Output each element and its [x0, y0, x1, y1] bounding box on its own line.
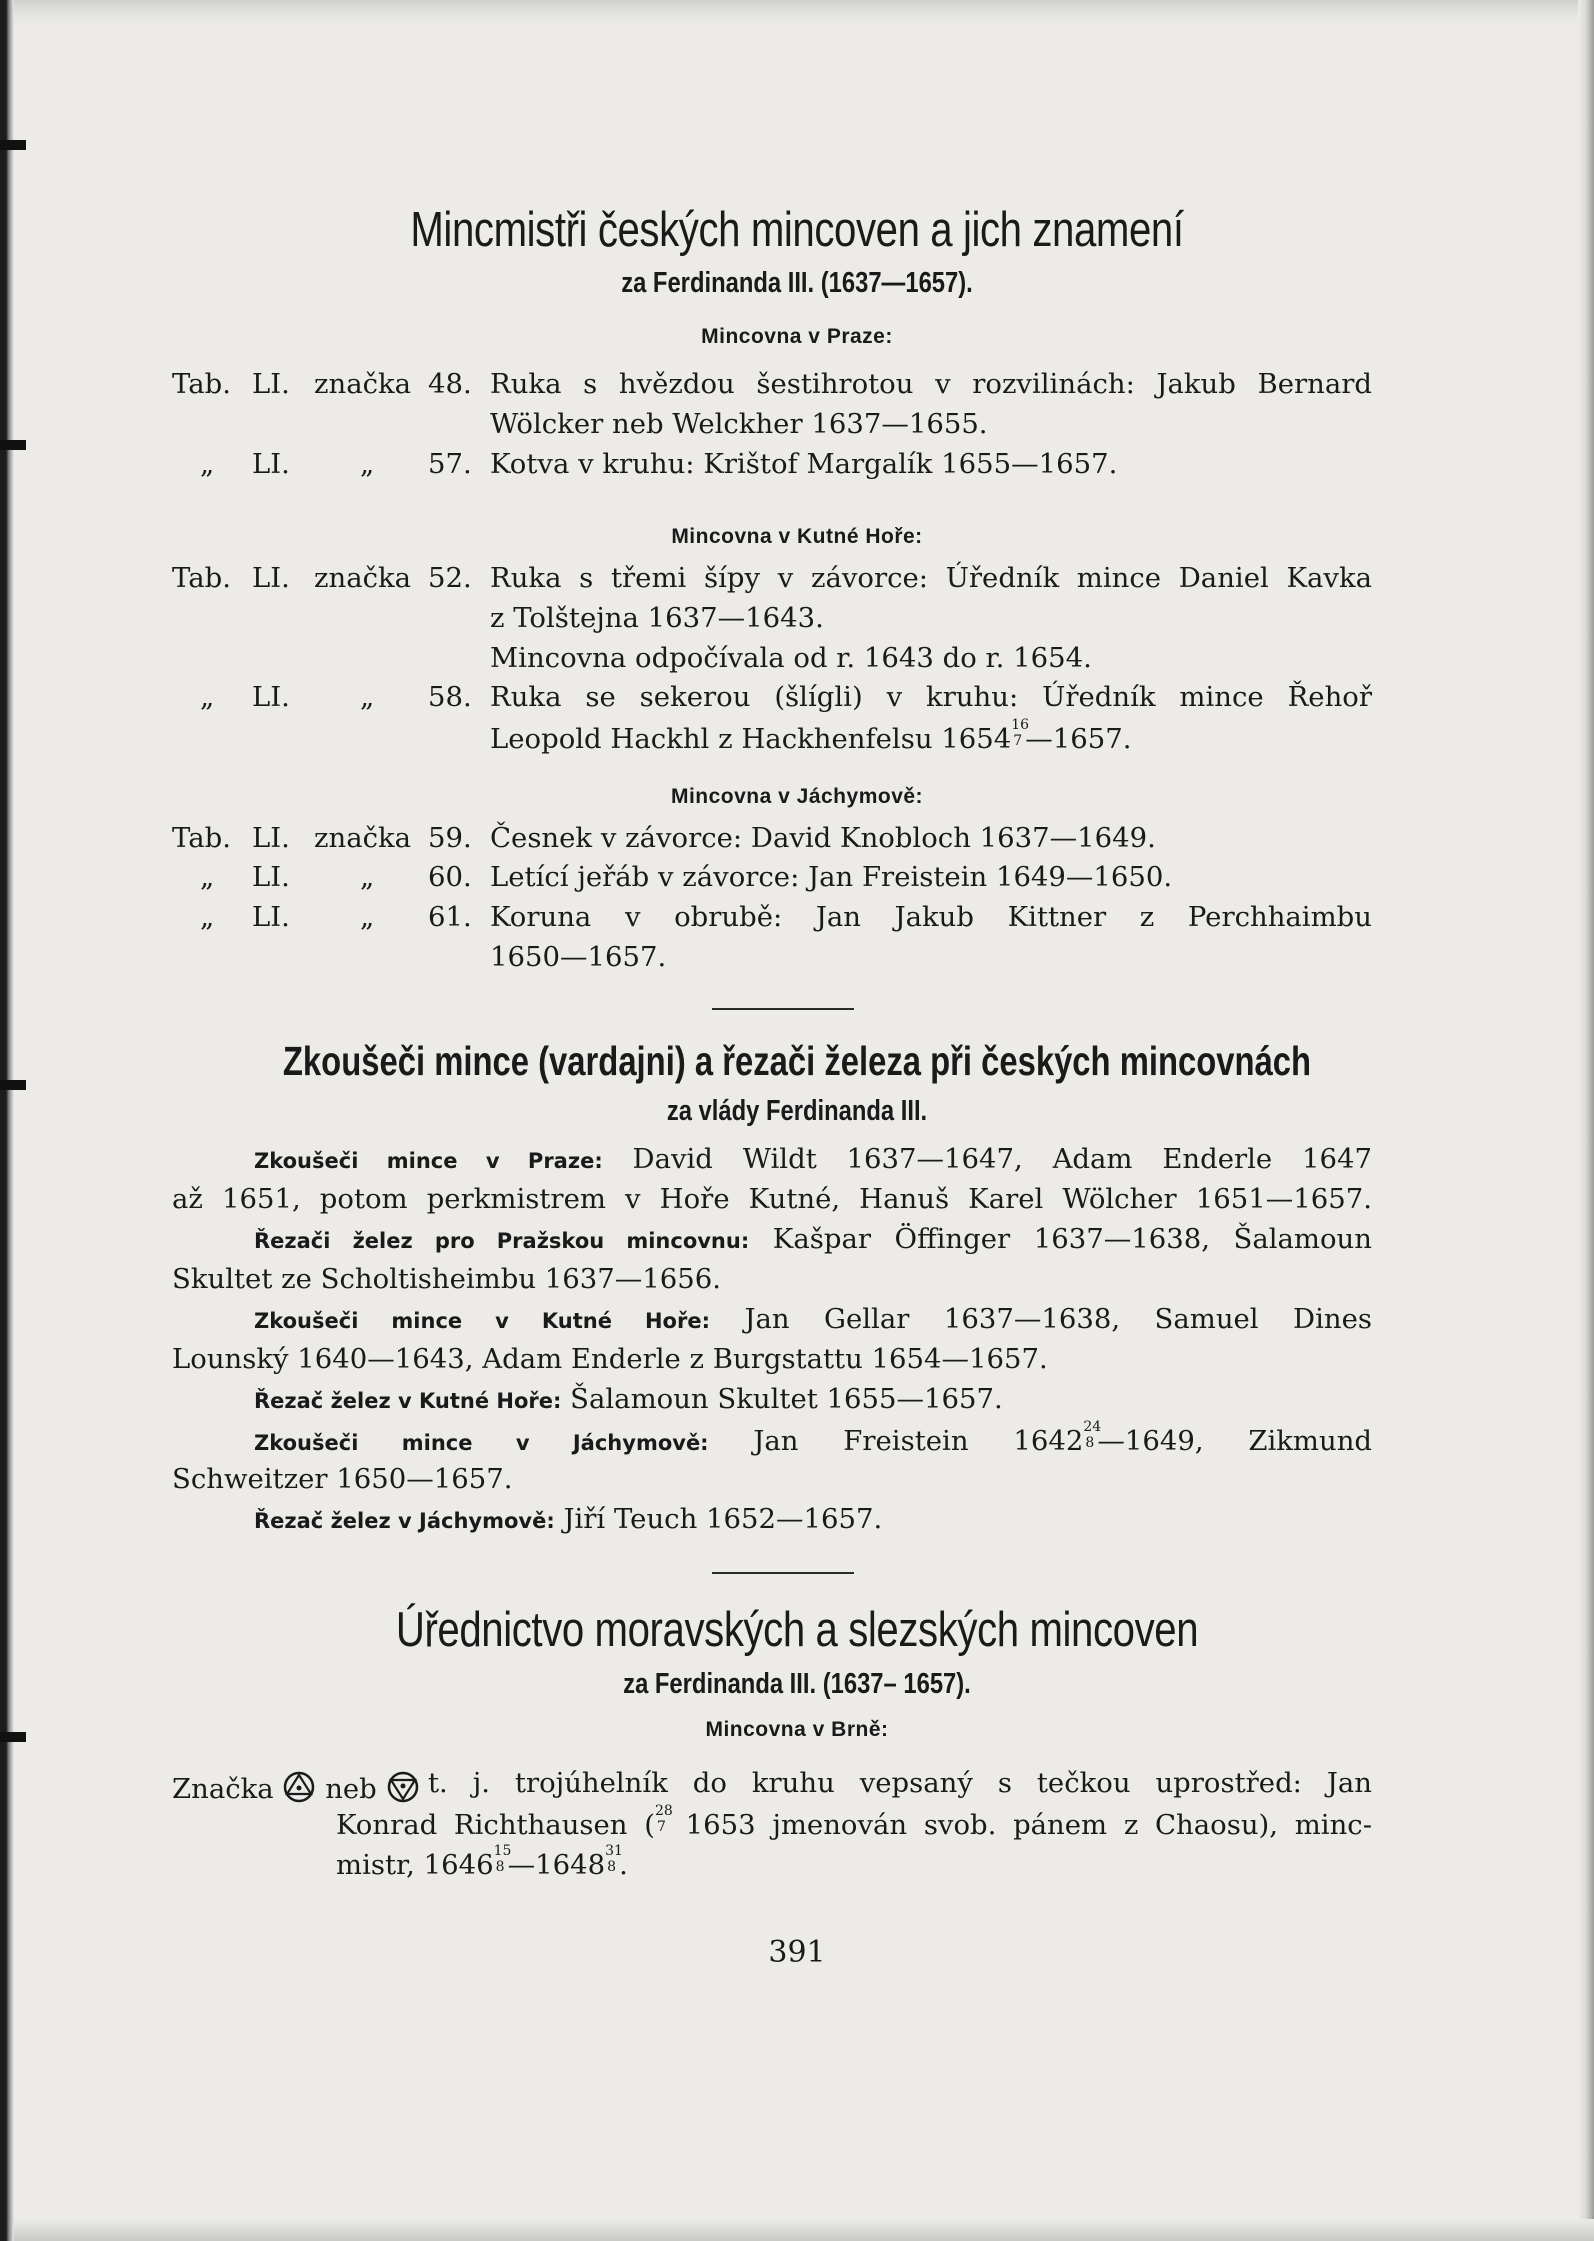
fraction-month: 7	[656, 1819, 666, 1835]
entry-text: Koruna v obrubě: Jan Jakub Kittner z Perchhaimbu	[490, 901, 1372, 933]
section1-subtitle: za Ferdinanda III. (1637—1657).	[621, 267, 973, 299]
mint-header-brno: Mincovna v Brně:	[705, 1718, 889, 1741]
ditto-mark: „	[200, 861, 215, 893]
binding-mark	[0, 440, 26, 450]
paragraph-line: až 1651, potom perkmistrem v Hoře Kutné, Hanuš Karel Wölcher 1651—1657.	[172, 1183, 1372, 1215]
paragraph-text: mistr, 1646	[336, 1849, 494, 1881]
ditto-mark: „	[200, 901, 215, 933]
entry-text: Kotva v kruhu: Krištof Margalík 1655—1657.	[490, 448, 1118, 480]
section3-title: Úřednictvo moravských a slezských mincoven	[395, 1603, 1199, 1657]
date-fraction	[654, 1803, 673, 1835]
entry-text: 1650—1657.	[490, 941, 667, 973]
paragraph-line	[172, 1770, 420, 1810]
roman-label: LI.	[252, 448, 290, 480]
paragraph-line	[254, 1503, 883, 1535]
entry-text: Letící jeřáb v závorce: Jan Freistein 1649—1650.	[490, 861, 1173, 893]
paragraph-label: Zkoušeči mince v Kutné Hoře:	[254, 1309, 710, 1333]
ditto-mark: „	[200, 681, 215, 713]
paragraph-text: t. j. trojúhelník do kruhu vepsaný s tečkou uprostřed: Jan	[428, 1767, 1372, 1799]
mark-number: 60.	[428, 861, 472, 893]
section2-title: Zkoušeči mince (vardajni) a řezači železa při českých mincovnách	[282, 1038, 1312, 1084]
triangle-in-circle-icon	[282, 1770, 316, 1810]
mint-header-jachymov: Mincovna v Jáchymově:	[670, 785, 924, 808]
entry-note: Mincovna odpočívala od r. 1643 do r. 1654.	[490, 642, 1092, 674]
fraction-day: 28	[654, 1803, 673, 1819]
fraction-day: 31	[605, 1843, 623, 1859]
roman-label: LI.	[252, 681, 290, 713]
paragraph-label: Řezač želez v Kutné Hoře:	[254, 1389, 562, 1413]
section-divider	[712, 1572, 854, 1574]
paragraph-label: Zkoušeči mince v Jáchymově:	[254, 1431, 709, 1455]
paragraph-text: David Wildt 1637—1647, Adam Enderle 1647	[632, 1143, 1372, 1175]
section2-subtitle: za vlády Ferdinanda III.	[666, 1095, 928, 1127]
section-divider	[712, 1008, 854, 1010]
mark-label: značka	[314, 368, 412, 400]
roman-label: LI.	[252, 861, 290, 893]
fraction-day: 16	[1011, 717, 1030, 733]
paragraph-text: Konrad Richthausen (	[336, 1809, 655, 1841]
mark-number: 48.	[428, 368, 472, 400]
roman-label: LI.	[252, 901, 290, 933]
paragraph-text: Jan Gellar 1637—1638, Samuel Dines	[744, 1303, 1372, 1335]
entry-text: z Tolštejna 1637—1643.	[490, 602, 824, 634]
entry-text: Wölcker neb Welckher 1637—1655.	[490, 408, 988, 440]
mark-number: 61.	[428, 901, 472, 933]
paragraph-line	[336, 1803, 1372, 1841]
paragraph-text: Kašpar Öffinger 1637—1638, Šalamoun	[772, 1223, 1372, 1255]
paragraph-line	[254, 1419, 1373, 1457]
paragraph-line: Skultet ze Scholtisheimbu 1637—1656.	[172, 1263, 722, 1295]
mark-number: 52.	[428, 562, 472, 594]
mark-number: 57.	[428, 448, 472, 480]
date-fraction	[1011, 717, 1030, 749]
fraction-month: 7	[1013, 733, 1023, 749]
fraction-month: 8	[495, 1859, 505, 1875]
paragraph-line	[336, 1843, 628, 1881]
ditto-mark: „	[360, 448, 375, 480]
entry-text	[490, 717, 1132, 755]
mark-label: značka	[314, 562, 412, 594]
paragraph-text: —1649, Zikmund	[1097, 1425, 1373, 1457]
roman-label: LI.	[252, 368, 290, 400]
paragraph-label: Zkoušeči mince v Praze:	[254, 1149, 603, 1173]
entry-text-part: Leopold Hackhl z Hackhenfelsu 1654	[490, 723, 1012, 755]
fraction-day: 24	[1083, 1419, 1102, 1435]
fraction-month: 8	[1085, 1435, 1095, 1451]
section3-subtitle: za Ferdinanda III. (1637– 1657).	[623, 1668, 971, 1700]
fraction-month: 8	[607, 1859, 617, 1875]
section1-title: Mincmistři českých mincoven a jich znamení	[410, 203, 1184, 257]
paragraph-line	[254, 1383, 1003, 1415]
bottom-scan-edge	[14, 2219, 1594, 2241]
ditto-mark: „	[360, 861, 375, 893]
paragraph-text: 1653 jmenován svob. pánem z Chaosu), minc-	[685, 1809, 1372, 1841]
roman-label: LI.	[252, 562, 290, 594]
entry-text: Ruka s třemi šípy v závorce: Úředník mince Daniel Kavka	[490, 562, 1372, 594]
binding-mark	[0, 140, 26, 150]
inverted-triangle-in-circle-icon	[386, 1770, 420, 1810]
entry-text: Ruka s hvězdou šestihrotou v rozvilinách: Jakub Bernard	[490, 368, 1372, 400]
mark-number: 58.	[428, 681, 472, 713]
tab-label: Tab.	[172, 368, 231, 400]
ditto-mark: „	[200, 448, 215, 480]
date-fraction	[605, 1843, 623, 1875]
paragraph-text: Jiří Teuch 1652—1657.	[563, 1503, 883, 1535]
mark-number: 59.	[428, 822, 472, 854]
paragraph-text: .	[619, 1849, 628, 1881]
mark-label: značka	[314, 822, 412, 854]
roman-label: LI.	[252, 822, 290, 854]
date-fraction	[493, 1843, 512, 1875]
page-number: 391	[768, 1935, 826, 1970]
entry-text: Česnek v závorce: David Knobloch 1637—1649.	[490, 822, 1156, 854]
paragraph-line	[254, 1143, 1372, 1175]
fraction-day: 15	[493, 1843, 512, 1859]
tab-label: Tab.	[172, 562, 231, 594]
paragraph-text: —1648	[507, 1849, 606, 1881]
paragraph-label: Řezač želez v Jáchymově:	[254, 1509, 555, 1533]
paragraph-label: Řezači želez pro Pražskou mincovnu:	[254, 1229, 750, 1253]
ditto-mark: „	[360, 901, 375, 933]
date-fraction	[1083, 1419, 1102, 1451]
entry-text: Ruka se sekerou (šlígli) v kruhu: Úředník mince Řehoř	[490, 681, 1372, 713]
paragraph-line: Schweitzer 1650—1657.	[172, 1463, 513, 1495]
paragraph-line	[254, 1223, 1372, 1255]
paragraph-text: Jan Freistein 1642	[753, 1425, 1084, 1457]
mint-header-prague: Mincovna v Praze:	[701, 325, 893, 348]
paragraph-text: Šalamoun Skultet 1655—1657.	[570, 1383, 1003, 1415]
top-scan-edge	[14, 0, 1594, 26]
tab-label: Tab.	[172, 822, 231, 854]
entry-text-part: —1657.	[1025, 723, 1132, 755]
mint-header-kutna-hora: Mincovna v Kutné Hoře:	[671, 525, 923, 548]
paragraph-line	[254, 1303, 1372, 1335]
paragraph-text: Značka	[172, 1773, 274, 1805]
paragraph-text: neb	[325, 1773, 377, 1805]
paragraph-line: Lounský 1640—1643, Adam Enderle z Burgstattu 1654—1657.	[172, 1343, 1048, 1375]
ditto-mark: „	[360, 681, 375, 713]
binding-mark	[0, 1080, 26, 1090]
